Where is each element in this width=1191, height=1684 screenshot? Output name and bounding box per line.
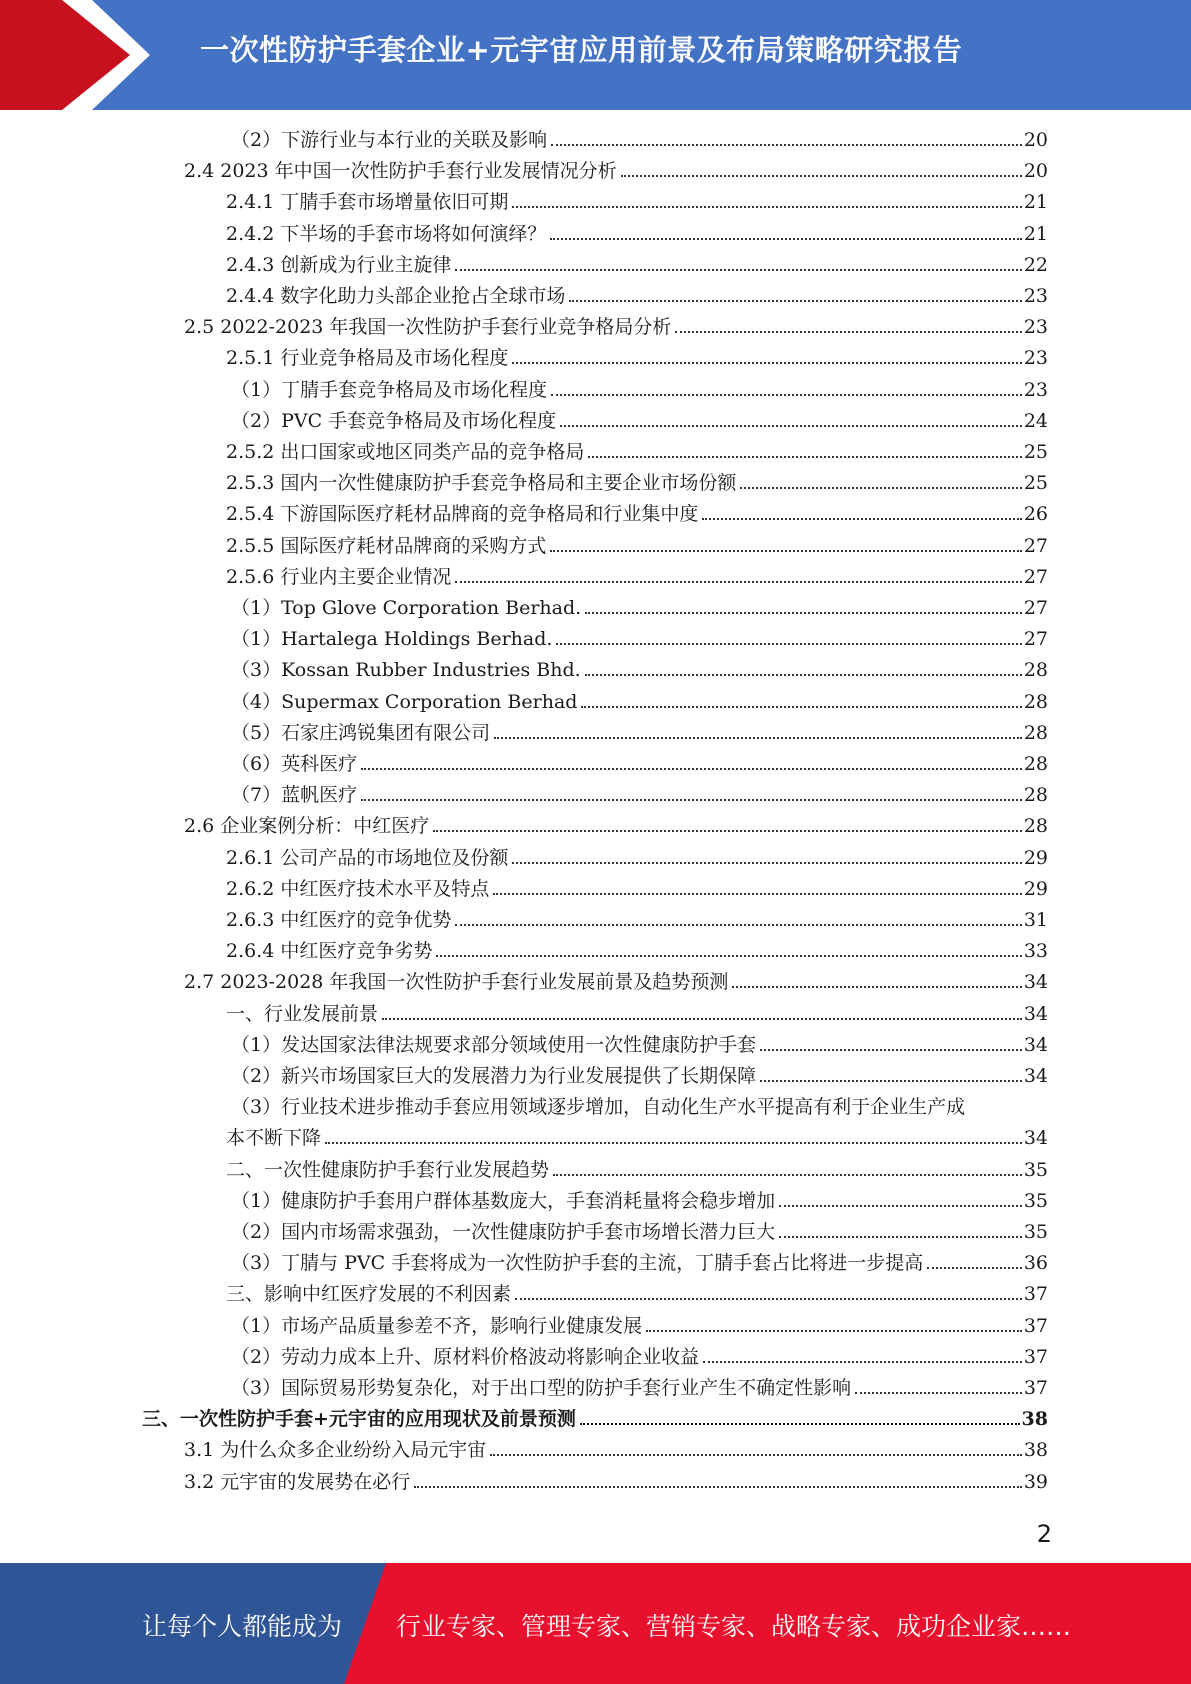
toc-entry-page: 31 [1023,909,1048,931]
toc-entry-title: 2.5.5 国际医疗耗材品牌商的采购方式 [226,534,547,557]
toc-entry-title: （2）劳动力成本上升、原材料价格波动将影响企业收益 [231,1345,700,1368]
toc-entry-page: 20 [1023,160,1048,183]
toc-entry-page: 22 [1023,253,1048,276]
toc-entry-title: （1）丁腈手套竞争格局及市场化程度 [231,378,548,401]
toc-entry-title: 2.4.2 下半场的手套市场将如何演绎？ [226,222,547,245]
toc-entry[interactable] [184,814,1048,838]
toc-dot-leader [560,425,1022,427]
toc-entry-page: 35 [1023,1221,1048,1243]
toc-entry-title: 2.4.3 创新成为行业主旋律 [226,253,452,276]
toc-entry[interactable] [184,315,1048,339]
toc-entry-title: （5）石家庄鸿锐集团有限公司 [231,721,491,744]
toc-entry-title: 2.7 2023-2028 年我国一次性防护手套行业发展前景及趋势预测 [184,971,729,994]
toc-entry-title: 3.2 元宇宙的发展势在必行 [184,1470,411,1493]
toc-entry[interactable] [231,783,1048,807]
toc-entry[interactable] [226,565,1048,589]
toc-entry[interactable] [226,440,1048,464]
toc-entry-title: 2.6 企业案例分析：中红医疗 [184,815,430,838]
toc-dot-leader [512,862,1021,864]
toc-entry[interactable] [231,1376,1048,1400]
toc-entry-title: 2.6.4 中红医疗竞争劣势 [226,940,433,963]
toc-entry-page: 27 [1023,597,1048,619]
toc-dot-leader [551,144,1022,146]
toc-entry-title: （1）健康防护手套用户群体基数庞大，手套消耗量将会稳步增加 [231,1189,776,1212]
toc-dot-leader [414,1486,1022,1488]
page-number: 2 [1036,1520,1052,1548]
toc-entry-page: 28 [1023,815,1048,838]
toc-dot-leader [556,643,1021,645]
toc-entry-title: （2）国内市场需求强劲，一次性健康防护手套市场增长潜力巨大 [231,1221,776,1243]
toc-dot-leader [325,1142,1022,1144]
toc-entry[interactable] [226,1126,1048,1150]
toc-dot-leader [588,456,1021,458]
toc-entry-page: 39 [1023,1470,1048,1493]
toc-entry-title: 2.5.3 国内一次性健康防护手套竞争格局和主要企业市场份额 [226,472,737,495]
toc-dot-leader [553,1174,1022,1176]
toc-entry[interactable] [231,1033,1048,1057]
toc-entry-page: 27 [1023,628,1048,651]
toc-entry-title: 三、一次性防护手套+元宇宙的应用现状及前景预测 [142,1408,576,1431]
toc-entry-page: 28 [1023,784,1048,807]
toc-entry-page: 33 [1023,940,1048,963]
toc-dot-leader [361,799,1022,801]
toc-entry-page: 35 [1023,1158,1048,1181]
toc-entry-page: 37 [1023,1314,1048,1337]
toc-dot-leader [585,612,1022,614]
toc-dot-leader [455,924,1021,926]
toc-entry-page: 23 [1023,316,1048,339]
toc-entry-title: （2）下游行业与本行业的关联及影响 [231,129,548,151]
toc-entry[interactable] [184,159,1048,183]
page-footer [0,1563,1191,1684]
toc-entry-page: 23 [1023,347,1048,370]
toc-entry[interactable] [231,627,1048,651]
toc-entry[interactable] [231,658,1048,682]
toc-entry-title: （3）国际贸易形势复杂化，对于出口型的防护手套行业产生不确定性影响 [231,1377,852,1399]
toc-dot-leader [740,487,1021,489]
toc-entry[interactable] [231,1189,1048,1213]
toc-entry[interactable] [231,1345,1048,1369]
toc-dot-leader [512,362,1021,364]
toc-entry-page: 21 [1023,222,1048,245]
toc-entry[interactable] [184,970,1048,994]
toc-entry-page: 23 [1023,285,1048,307]
toc-entry-title: 3.1 为什么众多企业纷纷入局元宇宙 [184,1439,487,1462]
toc-dot-leader [703,1361,1022,1363]
toc-entry[interactable] [231,1251,1048,1275]
footer-slogan-left: 让每个人都能成为 [142,1612,343,1641]
toc-dot-leader [580,1423,1020,1425]
toc-entry-title: 2.5.2 出口国家或地区同类产品的竞争格局 [226,441,585,463]
toc-dot-leader [550,238,1021,240]
toc-entry-page: 28 [1023,659,1048,682]
toc-dot-leader [436,955,1021,957]
toc-dot-leader [455,269,1021,271]
toc-entry[interactable] [226,1282,1048,1306]
toc-entry[interactable] [226,471,1048,495]
toc-entry-page: 34 [1023,1065,1048,1087]
toc-dot-leader [779,1236,1022,1238]
toc-entry-page: 26 [1023,503,1048,526]
toc-entry-title: 2.5.1 行业竞争格局及市场化程度 [226,347,509,370]
toc-entry-page: 24 [1023,409,1048,432]
toc-entry[interactable] [226,253,1048,277]
toc-entry-title: 2.6.2 中红医疗技术水平及特点 [226,877,490,900]
toc-dot-leader [585,674,1022,676]
toc-entry-title: （7）蓝帆医疗 [231,784,358,807]
toc-entry[interactable] [231,1095,1048,1119]
toc-entry[interactable] [226,939,1048,963]
toc-entry[interactable] [226,222,1048,246]
toc-dot-leader [760,1080,1022,1082]
toc-entry[interactable] [231,752,1048,776]
toc-entry-title: （4）Supermax Corporation Berhad [231,690,578,713]
toc-entry[interactable] [184,1470,1048,1494]
toc-entry[interactable] [231,690,1048,714]
toc-entry-title: （2）新兴市场国家巨大的发展潜力为行业发展提供了长期保障 [231,1065,757,1087]
toc-dot-leader [493,893,1021,895]
toc-entry-title: （2）PVC 手套竞争格局及市场化程度 [231,409,557,432]
toc-entry[interactable] [226,346,1048,370]
toc-dot-leader [675,331,1021,333]
toc-entry-page: 28 [1023,753,1048,775]
toc-entry[interactable] [231,1064,1048,1088]
toc-entry[interactable] [226,502,1048,526]
toc-entry[interactable] [226,846,1048,870]
toc-entry-page: 34 [1023,1127,1048,1150]
toc-entry-page: 37 [1023,1345,1048,1368]
footer-slogan-right: 行业专家、管理专家、营销专家、战略专家、成功企业家…… [396,1612,1072,1641]
toc-entry[interactable] [226,1002,1048,1026]
toc-dot-leader [361,768,1022,770]
toc-entry-title: （1）发达国家法律法规要求部分领域使用一次性健康防护手套 [231,1033,757,1056]
toc-entry-page: 20 [1023,129,1048,151]
toc-entry-title: 2.5 2022-2023 年我国一次性防护手套行业竞争格局分析 [184,316,672,339]
toc-entry[interactable] [142,1407,1048,1431]
toc-entry-page: 25 [1023,441,1048,463]
toc-dot-leader [550,550,1021,552]
toc-dot-leader [646,1330,1022,1332]
toc-entry[interactable] [231,409,1048,433]
toc-entry-title: （1）Hartalega Holdings Berhad. [231,628,553,651]
toc-entry-page: 23 [1023,378,1048,401]
toc-entry[interactable] [231,128,1048,152]
toc-entry-title: 本不断下降 [226,1127,322,1150]
toc-entry[interactable] [231,1314,1048,1338]
toc-entry-title: 2.5.6 行业内主要企业情况 [226,565,452,588]
toc-entry[interactable] [231,721,1048,745]
toc-entry-page: 27 [1023,534,1048,557]
toc-entry-page: 28 [1023,690,1048,713]
toc-dot-leader [732,986,1021,988]
toc-entry-page: 38 [1021,1408,1048,1431]
toc-dot-leader [621,175,1022,177]
toc-dot-leader [581,706,1021,708]
toc-entry-title: （3）行业技术进步推动手套应用领域逐步增加，自动化生产水平提高有利于企业生产成 [231,1096,966,1119]
toc-dot-leader [855,1392,1022,1394]
toc-dot-leader [702,518,1021,520]
toc-entry[interactable] [231,378,1048,402]
toc-entry[interactable] [231,596,1048,620]
toc-entry-title: 2.4.4 数字化助力头部企业抢占全球市场 [226,285,566,307]
toc-entry-page: 25 [1023,472,1048,495]
toc-dot-leader [433,830,1022,832]
toc-entry[interactable] [226,284,1048,308]
toc-entry[interactable] [226,190,1048,214]
toc-entry-page: 36 [1023,1252,1048,1275]
toc-entry-title: 2.4 2023 年中国一次性防护手套行业发展情况分析 [184,160,617,183]
toc-dot-leader [515,1298,1022,1300]
report-title: 一次性防护手套企业+元宇宙应用前景及布局策略研究报告 [200,33,963,67]
toc-dot-leader [569,300,1021,302]
toc-dot-leader [494,737,1022,739]
toc-entry-page: 27 [1023,565,1048,588]
toc-entry[interactable] [226,1158,1048,1182]
toc-entry-title: 2.6.1 公司产品的市场地位及份额 [226,846,509,869]
toc-dot-leader [760,1049,1022,1051]
toc-entry[interactable] [184,1438,1048,1462]
toc-dot-leader [512,206,1021,208]
toc-entry-title: 2.5.4 下游国际医疗耗材品牌商的竞争格局和行业集中度 [226,503,699,526]
toc-entry-page: 34 [1023,1002,1048,1025]
toc-dot-leader [927,1267,1022,1269]
toc-entry-title: （1）市场产品质量参差不齐，影响行业健康发展 [231,1314,643,1337]
toc-entry-page: 37 [1023,1283,1048,1306]
toc-entry[interactable] [226,908,1048,932]
toc-entry-page: 34 [1023,971,1048,994]
toc-entry-title: 二、一次性健康防护手套行业发展趋势 [226,1158,550,1181]
toc-entry-page: 21 [1023,191,1048,214]
toc-entry-page: 38 [1023,1439,1048,1462]
toc-entry-title: （3）丁腈与 PVC 手套将成为一次性防护手套的主流，丁腈手套占比将进一步提高 [231,1252,924,1275]
toc-dot-leader [382,1018,1022,1020]
toc-entry-page: 29 [1023,846,1048,869]
toc-entry-page: 35 [1023,1189,1048,1212]
toc-entry[interactable] [226,877,1048,901]
toc-entry-title: 一、行业发展前景 [226,1002,379,1025]
toc-dot-leader [779,1205,1022,1207]
toc-entry-title: 三、影响中红医疗发展的不利因素 [226,1283,512,1306]
toc-entry-title: （6）英科医疗 [231,753,358,775]
toc-entry-title: 2.4.1 丁腈手套市场增量依旧可期 [226,191,509,214]
toc-entry-page: 37 [1023,1377,1048,1399]
toc-dot-leader [490,1454,1022,1456]
toc-entry-page: 28 [1023,721,1048,744]
toc-entry-title: （1）Top Glove Corporation Berhad. [231,597,582,619]
toc-entry[interactable] [226,534,1048,558]
toc-entry-page: 29 [1023,877,1048,900]
toc-dot-leader [551,394,1022,396]
toc-entry-title: 2.6.3 中红医疗的竞争优势 [226,909,452,931]
toc-entry[interactable] [231,1220,1048,1244]
page-header [0,0,1191,110]
toc-entry-page: 34 [1023,1033,1048,1056]
toc-dot-leader [455,581,1021,583]
toc-entry-title: （3）Kossan Rubber Industries Bhd. [231,659,581,682]
